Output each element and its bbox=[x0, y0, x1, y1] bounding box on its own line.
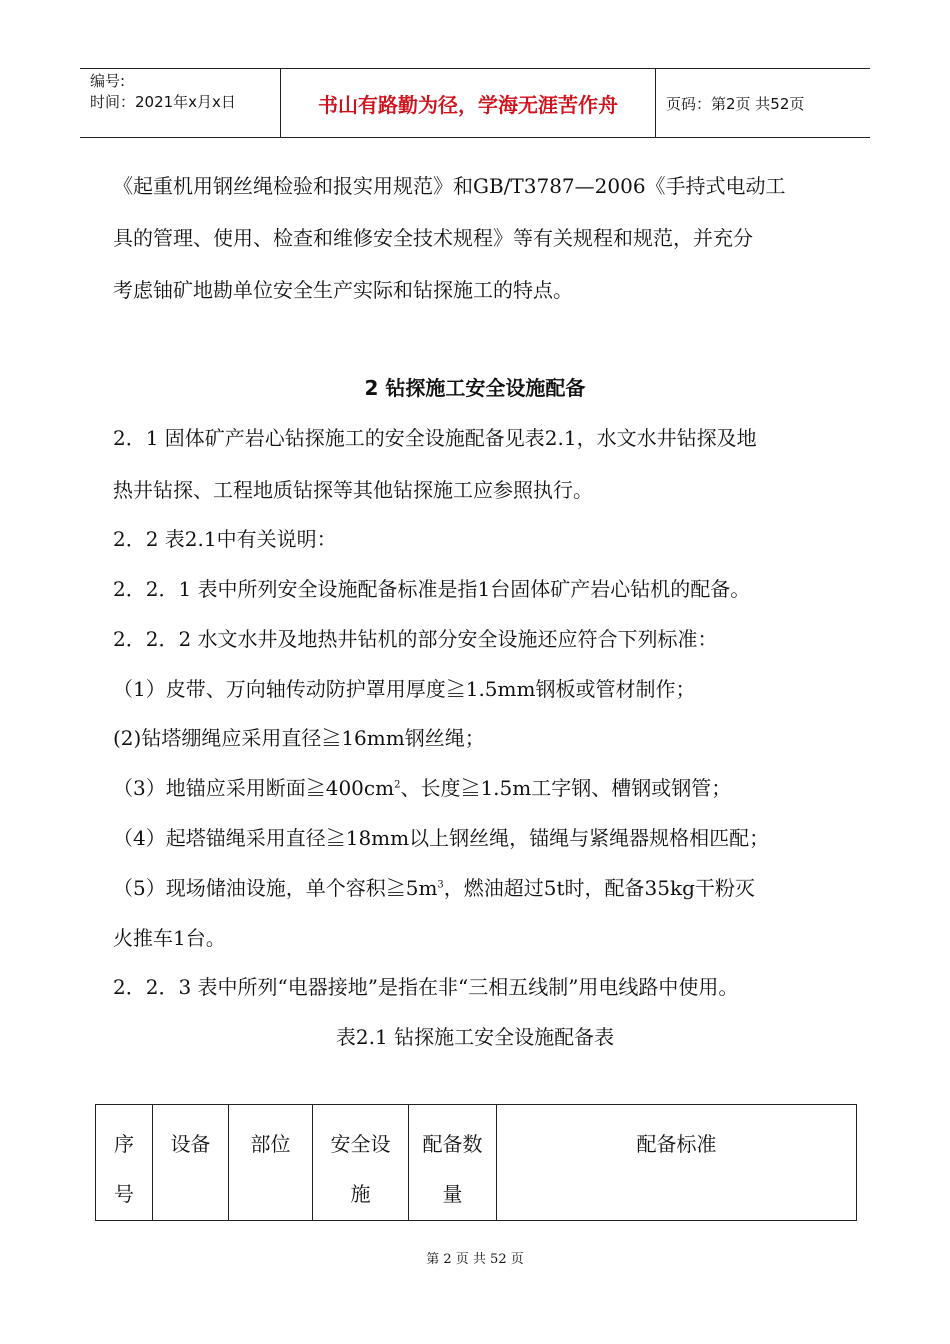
section-title: 2 钻探施工安全设施配备 bbox=[364, 376, 586, 400]
body-line-2: 热井钻探、工程地质钻探等其他钻探施工应参照执行。 bbox=[113, 478, 593, 502]
intro-line-1: 《起重机用钢丝绳检验和报实用规范》和GB/T3787—2006《手持式电动工 bbox=[113, 174, 786, 198]
header-meta bbox=[80, 69, 281, 137]
header-cell-equipment bbox=[153, 1105, 229, 1221]
header-cell-standard bbox=[497, 1105, 857, 1221]
page-header bbox=[80, 68, 870, 138]
header-cell-seq-line2: 号 bbox=[114, 1182, 134, 1206]
header-cell-safety-facility bbox=[313, 1105, 409, 1221]
time-label: 时间：2021年x月x日 bbox=[90, 93, 236, 111]
item5-superscript: 3 bbox=[437, 879, 444, 891]
header-cell-seq-line1: 序 bbox=[114, 1132, 134, 1156]
item3-text-after: 、长度≧1.5m工字钢、槽钢或钢管； bbox=[400, 776, 732, 800]
header-cell-standard-line1: 配备标准 bbox=[636, 1132, 717, 1156]
item3-superscript: 2 bbox=[394, 779, 401, 791]
item5-text: （5）现场储油设施，单个容积≧5m bbox=[113, 876, 438, 900]
table-caption: 表2.1 钻探施工安全设施配备表 bbox=[335, 1025, 615, 1049]
body-line-item6: 2．2．3 表中所列“电器接地”是指在非“三相五线制”用电线路中使用。 bbox=[113, 975, 739, 999]
header-cell-position bbox=[229, 1105, 313, 1221]
header-motto: 书山有路勤为径，学海无涯苦作舟 bbox=[281, 69, 656, 137]
body-line-6: （1）皮带、万向轴传动防护罩用厚度≧1.5mm钢板或管材制作； bbox=[113, 677, 696, 701]
intro-line-3: 考虑铀矿地勘单位安全生产实际和钻探施工的特点。 bbox=[113, 278, 573, 302]
header-cell-equipment-line1: 设备 bbox=[170, 1132, 211, 1156]
header-cell-quantity bbox=[409, 1105, 497, 1221]
body-line-item5 bbox=[113, 872, 853, 901]
body-line-item4: （4）起塔锚绳采用直径≧18mm以上钢丝绳，锚绳与紧绳器规格相匹配； bbox=[113, 826, 770, 850]
header-cell-position-line1: 部位 bbox=[250, 1132, 291, 1156]
number-label: 编号: bbox=[90, 72, 126, 90]
table-header-row bbox=[96, 1105, 857, 1221]
body-line-5: 2．2．2 水文水井及地热井钻机的部分安全设施还应符合下列标准： bbox=[113, 627, 718, 651]
header-page-info: 页码：第2页 共52页 bbox=[666, 94, 805, 113]
header-cell-quantity-line1: 配备数 bbox=[422, 1132, 483, 1156]
header-cell-safety-facility-line1: 安全设 bbox=[330, 1132, 391, 1156]
body-line-item5-cont: 火推车1台。 bbox=[113, 926, 226, 950]
header-cell-seq bbox=[96, 1105, 153, 1221]
body-line-3: 2．2 表2.1中有关说明： bbox=[113, 527, 337, 551]
body-line-item3 bbox=[113, 772, 853, 801]
intro-line-2: 具的管理、使用、检查和维修安全技术规程》等有关规程和规范，并充分 bbox=[113, 226, 753, 250]
header-cell-quantity-line2: 量 bbox=[442, 1182, 463, 1206]
item3-text: （3）地锚应采用断面≧400cm bbox=[113, 776, 395, 800]
body-line-7: (2)钻塔绷绳应采用直径≧16mm钢丝绳； bbox=[113, 726, 485, 750]
body-line-4: 2．2．1 表中所列安全设施配备标准是指1台固体矿产岩心钻机的配备。 bbox=[113, 577, 751, 601]
item5-text-after: ，燃油超过5t时，配备35kg干粉灭 bbox=[443, 876, 755, 900]
header-cell-safety-facility-line2: 施 bbox=[350, 1182, 371, 1206]
safety-table bbox=[95, 1104, 857, 1221]
page-footer: 第 2 页 共 52 页 bbox=[426, 1252, 524, 1267]
body-line-1: 2．1 固体矿产岩心钻探施工的安全设施配备见表2.1，水文水井钻探及地 bbox=[113, 426, 757, 450]
